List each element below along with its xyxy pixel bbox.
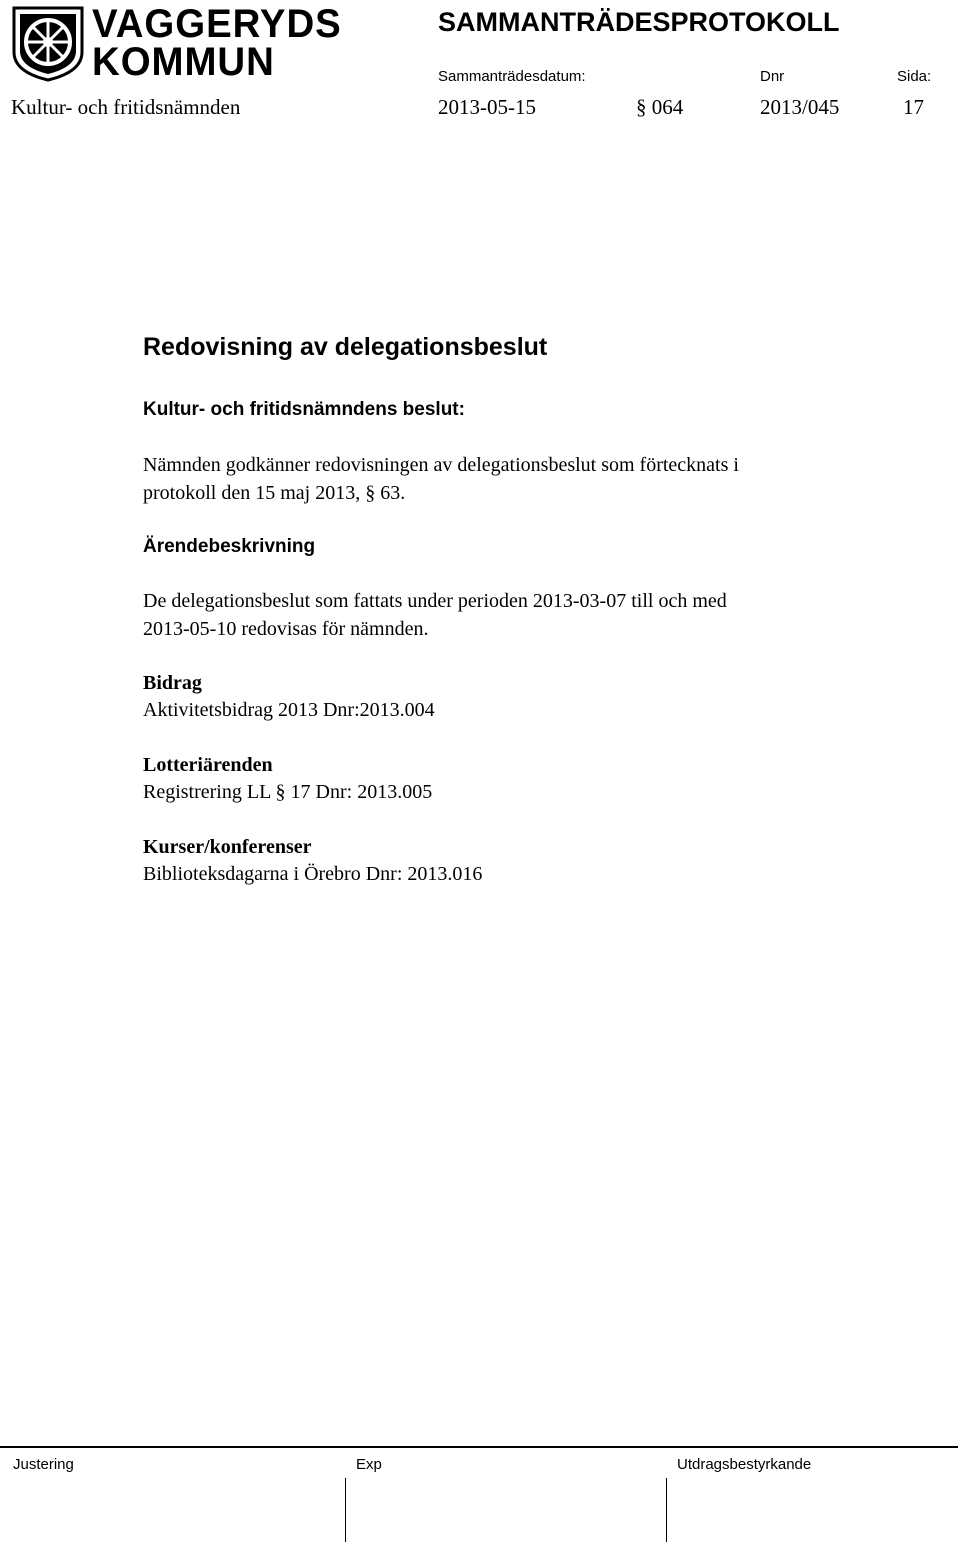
footer-divider <box>0 1446 958 1448</box>
diary-number: 2013/045 <box>760 95 840 119</box>
decision-text-line2: protokoll den 15 maj 2013, § 63. <box>143 482 406 504</box>
decision-heading: Kultur- och fritidsnämndens beslut: <box>143 399 465 420</box>
item-heading-bidrag: Bidrag <box>143 672 202 694</box>
org-name-line2: KOMMUN <box>92 40 275 84</box>
page-number: 17 <box>903 95 924 119</box>
page-label: Sida: <box>897 68 932 85</box>
description-heading: Ärendebeskrivning <box>143 536 316 557</box>
decision-text-line1: Nämnden godkänner redovisningen av delegationsbeslut som förtecknats i <box>143 454 739 476</box>
description-text-line2: 2013-05-10 redovisas för nämnden. <box>143 618 429 640</box>
item-text-bidrag: Aktivitetsbidrag 2013 Dnr:2013.004 <box>143 699 435 721</box>
description-text-line1: De delegationsbeslut som fattats under perioden 2013-03-07 till och med <box>143 590 727 612</box>
org-name-line1: VAGGERYDS <box>92 2 342 46</box>
item-text-kurser: Biblioteksdagarna i Örebro Dnr: 2013.016 <box>143 863 483 885</box>
date-label: Sammanträdesdatum: <box>438 68 586 85</box>
committee-name: Kultur- och fritidsnämnden <box>11 95 241 119</box>
municipality-logo-icon <box>10 4 86 82</box>
footer-justering-label: Justering <box>13 1456 74 1473</box>
section-number: § 064 <box>636 95 684 119</box>
item-heading-kurser: Kurser/konferenser <box>143 836 312 858</box>
footer-signature-line-1 <box>345 1478 346 1542</box>
page-title: Redovisning av delegationsbeslut <box>143 333 548 361</box>
dnr-label: Dnr <box>760 68 785 85</box>
meeting-date: 2013-05-15 <box>438 95 536 119</box>
document-type: SAMMANTRÄDESPROTOKOLL <box>438 7 840 37</box>
footer-exp-label: Exp <box>356 1456 382 1473</box>
footer-signature-line-2 <box>666 1478 667 1542</box>
item-heading-lotteri: Lotteriärenden <box>143 754 273 776</box>
footer-utdrag-label: Utdragsbestyrkande <box>677 1456 812 1473</box>
item-text-lotteri: Registrering LL § 17 Dnr: 2013.005 <box>143 781 433 803</box>
